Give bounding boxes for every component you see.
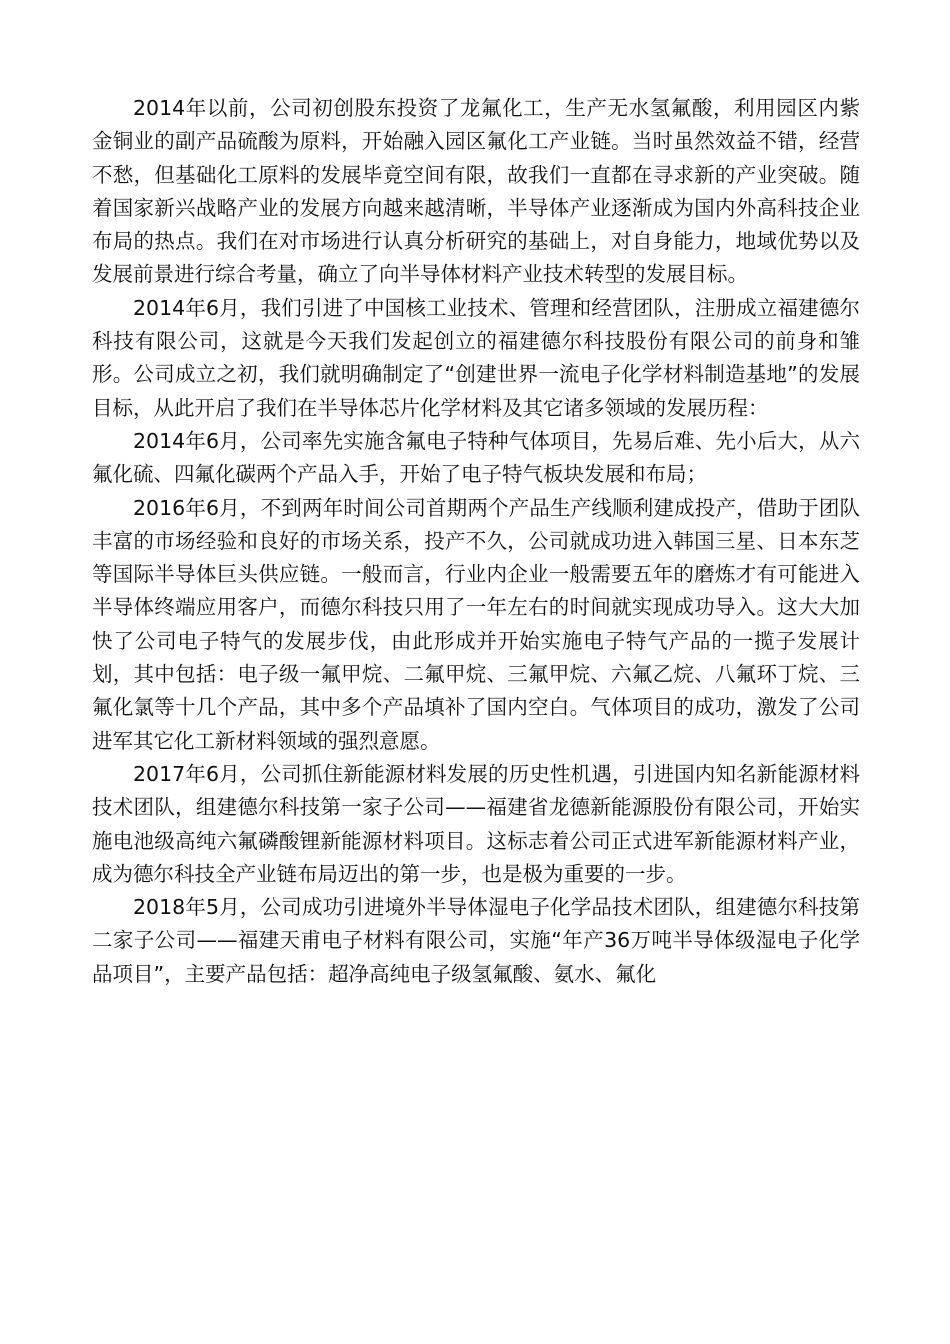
paragraph-pre-2014: 2014年以前，公司初创股东投资了龙氟化工，生产无水氢氟酸，利用园区内紫金铜业的副产品硫酸为原料，开始融入园区氟化工产业链。当时虽然效益不错，经营不愁，但基础化工原料的发展毕竟空间有限，故我们一直都在寻求新的产业突破。随着国家新兴战略产业的发展方向越来越清晰，半导体产业逐渐成为国内外高科技企业布局的热点。我们在对市场进行认真分析研究的基础上，对自身能力，地域优势以及发展前景进行综合考量，确立了向半导体材料产业技术转型的发展目标。 xyxy=(92,96,860,287)
paragraph-2016-production: 2016年6月，不到两年时间公司首期两个产品生产线顺利建成投产，借助于团队丰富的市场经验和良好的市场关系，投产不久，公司就成功进入韩国三星、日本东芝等国际半导体巨头供应链。一般而言，行业内企业一般需要五年的磨炼才有可能进入半导体终端应用客户，而德尔科技只用了一年左右的时间就实现成功导入。这大大加快了公司电子特气的发展步伐，由此形成并开始实施电子特气产品的一揽子发展计划，其中包括：电子级一氟甲烷、二氟甲烷、三氟甲烷、六氟乙烷、八氟环丁烷、三氟化氯等十几个产品，其中多个产品填补了国内空白。气体项目的成功，激发了公司进军其它化工新材料领域的强烈意愿。 xyxy=(92,495,860,753)
paragraph-2014-founding: 2014年6月，我们引进了中国核工业技术、管理和经营团队，注册成立福建德尔科技有限公司，这就是今天我们发起创立的福建德尔科技股份有限公司的前身和雏形。公司成立之初，我们就明确制定了“创建世界一流电子化学材料制造基地”的发展目标，从此开启了我们在半导体芯片化学材料及其它诸多领域的发展历程： xyxy=(92,295,860,420)
paragraph-2014-gas-project: 2014年6月，公司率先实施含氟电子特种气体项目，先易后难、先小后大，从六氟化硫、四氟化碳两个产品入手，开始了电子特气板块发展和布局； xyxy=(92,428,860,487)
document-body xyxy=(92,92,860,991)
paragraph-2018-wet-chemicals: 2018年5月，公司成功引进境外半导体湿电子化学品技术团队，组建德尔科技第二家子公司——福建天甫电子材料有限公司，实施“年产36万吨半导体级湿电子化学品项目”，主要产品包括：超净高纯电子级氢氟酸、氨水、氟化 xyxy=(92,895,860,986)
paragraph-2017-new-energy: 2017年6月，公司抓住新能源材料发展的历史性机遇，引进国内知名新能源材料技术团队，组建德尔科技第一家子公司——福建省龙德新能源股份有限公司，开始实施电池级高纯六氟磷酸锂新能源材料项目。这标志着公司正式进军新能源材料产业，成为德尔科技全产业链布局迈出的第一步，也是极为重要的一步。 xyxy=(92,761,860,886)
